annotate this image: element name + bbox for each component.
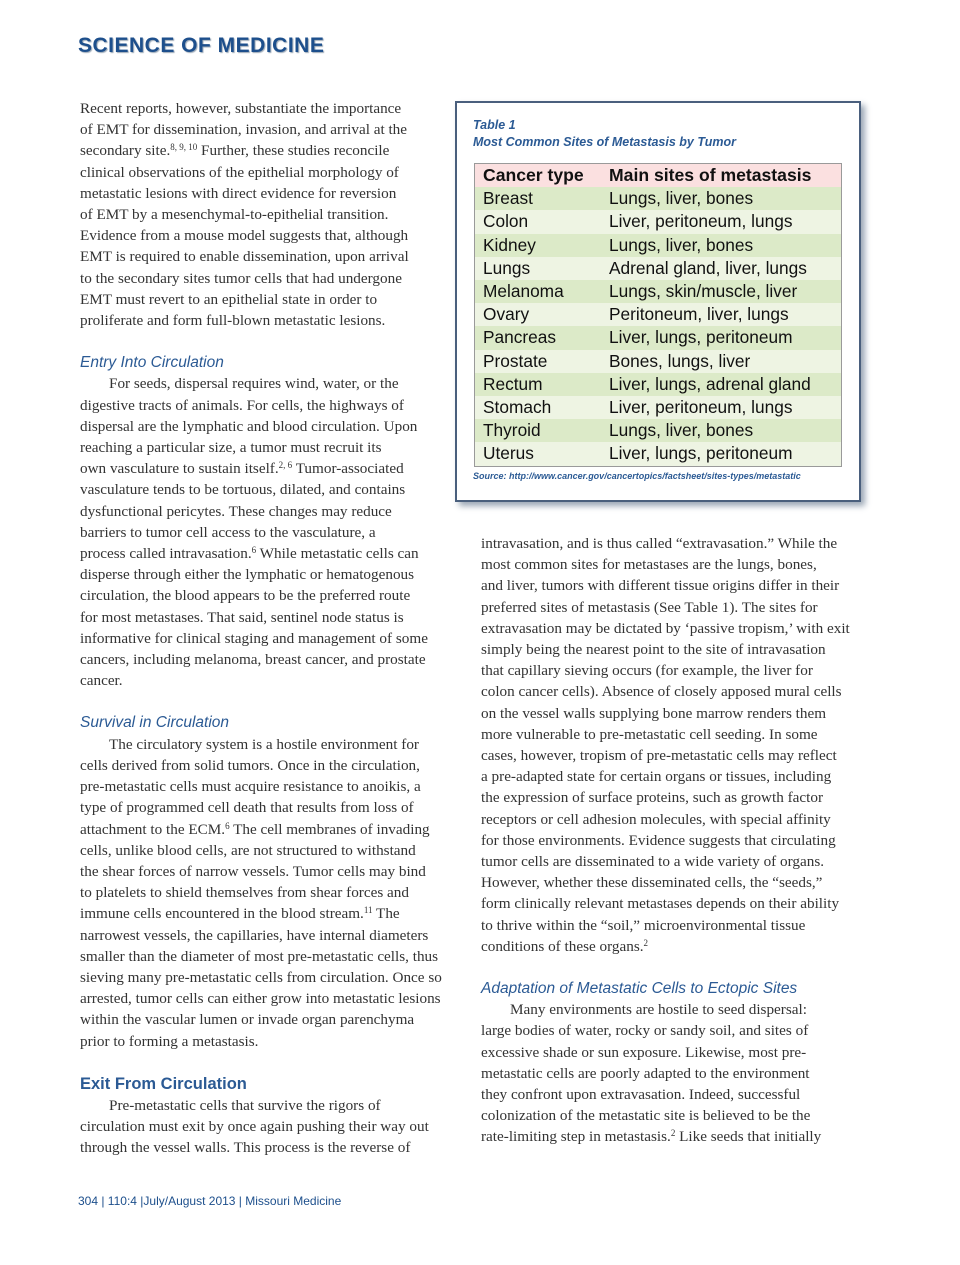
- sites-cell: Lungs, liver, bones: [601, 419, 842, 442]
- table-row: [475, 187, 842, 210]
- cancer-type-cell: Prostate: [475, 350, 602, 373]
- table-caption: Table 1 Most Common Sites of Metastasis by Tumor: [473, 118, 737, 149]
- left-column: [80, 98, 456, 1158]
- section-heading: Exit From Circulation: [80, 1074, 247, 1093]
- table-row: [475, 280, 842, 303]
- citation: 2, 6: [278, 460, 293, 471]
- sites-cell: Lungs, liver, bones: [601, 187, 842, 210]
- citation: 2: [643, 937, 649, 948]
- citation: 6: [251, 545, 257, 556]
- table-row: [475, 442, 842, 466]
- cancer-type-cell: Ovary: [475, 303, 602, 326]
- citation: 11: [363, 905, 373, 916]
- table-row: [475, 419, 842, 442]
- cancer-type-cell: Pancreas: [475, 326, 602, 349]
- body-paragraph: For seeds, dispersal requires wind, water, or the digestive tracts of animals. For cells, the highways of dispersal are the lymphatic and blood circulation. Upon reaching a particular size, a tumor must recruit its own vasculature to sustain itself.$^{2, 6}$ Tumor-associated vasculature tends to be tortuous, dilated, and contains dysfunctional pericytes. These changes may reduce barriers to tumor cell access to the vasculature, a process called intravasation.$^6$ While metastatic cells can disperse through either the lymphatic or hematogenous circulation, the blood appears to be the preferred route for most metastases. That said, sentinel node status is informative for clinical staging and management of some cancers, including melanoma, breast cancer, and prostate cancer.: [80, 375, 428, 690]
- sites-cell: Peritoneum, liver, lungs: [601, 303, 842, 326]
- cancer-type-cell: Kidney: [475, 234, 602, 257]
- sites-cell: Bones, lungs, liver: [601, 350, 842, 373]
- table-row: [475, 257, 842, 280]
- body-paragraph: Many environments are hostile to seed dispersal: large bodies of water, rocky or sandy soil, and sites of excessive shade or sun exposure. Likewise, most pre- metastatic cells are poorly adapted to the environment they confront upon extravasation. Indeed, successful colonization of the metastatic site is believed to be the rate-limiting step in metastasis.$^2$ Like seeds that initially: [481, 1001, 822, 1146]
- cancer-type-cell: Breast: [475, 187, 602, 210]
- citation: 8, 9, 10: [170, 142, 198, 153]
- sites-cell: Lungs, skin/muscle, liver: [601, 280, 842, 303]
- citation: 6: [225, 820, 230, 831]
- metastasis-table: [474, 163, 842, 467]
- page-folio: 304 | 110:4 |July/August 2013 | Missouri Medicine: [78, 1194, 342, 1208]
- sites-cell: Liver, lungs, peritoneum: [601, 442, 842, 466]
- table-row: [475, 303, 842, 326]
- column-header: Main sites of metastasis: [601, 164, 842, 188]
- table-row: [475, 234, 842, 257]
- cancer-type-cell: Uterus: [475, 442, 602, 466]
- cancer-type-cell: Rectum: [475, 373, 602, 396]
- cancer-type-cell: Stomach: [475, 396, 602, 419]
- section-heading: Adaptation of Metastatic Cells to Ectopic Sites: [481, 980, 798, 998]
- body-paragraph: intravasation, and is thus called “extravasation.” While the most common sites for metastases are the lungs, bones, and liver, tumors with different tissue origins differ in their preferred sites of metastasis (See Table 1). The sites for extravasation may be dictated by ‘passive tropism,’ with exit simply being the nearest point to the site of intravasation that capillary sieving occurs (for example, the liver for colon cancer cells). Absence of closely apposed mural cells on the vessel walls supplying bone marrow renders them more vulnerable to pre-metastatic cell seeding. In some cases, however, tropism of pre-metastatic cells may reflect a pre-adapted state for certain organs or tissues, including the expression of surface proteins, such as growth factor receptors or cell adhesion molecules, with special affinity for those environments. Evidence suggests that circulating tumor cells are disseminated to a wide variety of organs. However, whether these disseminated cells, the “seeds,” form clinically relevant metastases depends on their ability to thrive within the “soil,” microenvironmental tissue conditions of these organs.$^2$: [481, 535, 850, 955]
- body-paragraph: Pre-metastatic cells that survive the rigors of circulation must exit by once again pushing their way out through the vessel walls. This process is the reverse of: [80, 1096, 429, 1157]
- body-paragraph: The circulatory system is a hostile environment for cells derived from solid tumors. Once in the circulation, pre-metastatic cells must acquire resistance to anoikis, a type of programmed cell death that results from loss of attachment to the ECM.$^6$ The cell membranes of invading cells, unlike blood cells, are not structured to withstand the shear forces of narrow vessels. Tumor cells may bind to platelets to shield themselves from shear forces and immune cells encountered in the blood stream.$^{11}$ The narrowest vessels, the capillaries, have internal diameters smaller than the diameter of most pre-metastatic cells, thus sieving many pre-metastatic cells from circulation. Once so arrested, tumor cells can either grow into metastatic lesions within the vascular lumen or invade organ parenchyma prior to forming a metastasis.: [80, 735, 442, 1050]
- cancer-type-cell: Colon: [475, 210, 602, 233]
- section-heading: Entry Into Circulation: [80, 354, 224, 372]
- sites-cell: Liver, lungs, adrenal gland: [601, 373, 842, 396]
- table-row: [475, 350, 842, 373]
- citation: 2: [670, 1128, 676, 1139]
- sites-cell: Lungs, liver, bones: [601, 234, 842, 257]
- sites-cell: Adrenal gland, liver, lungs: [601, 257, 842, 280]
- table-header-row: [475, 164, 842, 188]
- table-1-box: [455, 101, 861, 502]
- body-paragraph: Recent reports, however, substantiate the importance of EMT for dissemination, invasion, and arrival at the secondary site.$^{8, 9, 10}$ Further, these studies reconcile clinical observations of the epithelial morphology of metastatic lesions with direct evidence for reversion of EMT by a mesenchymal-to-epithelial transition. Evidence from a mouse model suggests that, although EMT is required to enable dissemination, upon arrival to the secondary sites tumor cells that had undergone EMT must revert to an epithelial state in order to proliferate and form full-blown metastatic lesions.: [80, 100, 409, 330]
- cancer-type-cell: Thyroid: [475, 419, 602, 442]
- table-row: [475, 396, 842, 419]
- column-header: Cancer type: [475, 164, 602, 188]
- section-heading: Survival in Circulation: [80, 714, 230, 732]
- table-row: [475, 373, 842, 396]
- table-source-note: Source: http://www.cancer.gov/cancertopics/factsheet/sites-types/metastatic: [473, 471, 801, 481]
- right-column: [481, 533, 859, 1148]
- cancer-type-cell: Melanoma: [475, 280, 602, 303]
- cancer-type-cell: Lungs: [475, 257, 602, 280]
- table-row: [475, 210, 842, 233]
- sites-cell: Liver, peritoneum, lungs: [601, 396, 842, 419]
- table-row: [475, 326, 842, 349]
- running-title: SCIENCE OF MEDICINE: [78, 34, 325, 57]
- sites-cell: Liver, peritoneum, lungs: [601, 210, 842, 233]
- sites-cell: Liver, lungs, peritoneum: [601, 326, 842, 349]
